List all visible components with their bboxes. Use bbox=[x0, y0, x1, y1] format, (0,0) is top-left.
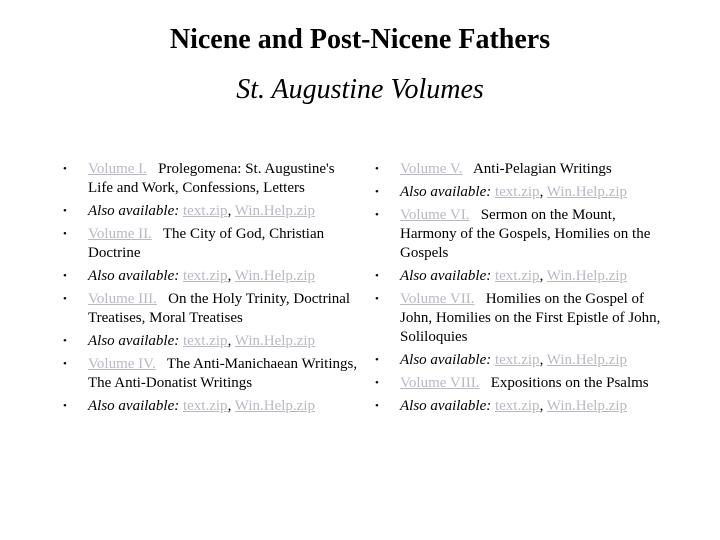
volume-item bbox=[88, 225, 358, 263]
left-volume-list bbox=[88, 160, 358, 420]
volume-description: Prolegomena: St. Augustine's Life and Work, Confessions, Letters bbox=[88, 161, 335, 196]
volume-link[interactable]: Volume II. bbox=[88, 226, 152, 242]
download-item bbox=[400, 267, 670, 286]
volume-description: Expositions on the Psalms bbox=[490, 375, 649, 391]
separator: , bbox=[539, 398, 544, 414]
volume-description: The Anti-Manichaean Writings, The Anti-Donatist Writings bbox=[88, 356, 358, 391]
text-zip-link[interactable]: text.zip bbox=[182, 333, 228, 349]
volume-item bbox=[88, 355, 358, 393]
volume-description: Sermon on the Mount, Harmony of the Gospels, Homilies on the Gospels bbox=[400, 207, 651, 261]
volume-link[interactable]: Volume III. bbox=[88, 291, 157, 307]
volume-link[interactable]: Volume V. bbox=[400, 161, 463, 177]
volume-item bbox=[400, 290, 670, 347]
right-volume-list bbox=[400, 160, 670, 420]
download-item bbox=[400, 183, 670, 202]
download-item bbox=[400, 397, 670, 416]
also-available-label: Also available: bbox=[88, 333, 180, 349]
also-available-label: Also available: bbox=[400, 398, 492, 414]
winhelp-zip-link[interactable]: Win.Help.zip bbox=[546, 268, 628, 284]
also-available-label: Also available: bbox=[400, 352, 492, 368]
winhelp-zip-link[interactable]: Win.Help.zip bbox=[234, 268, 316, 284]
winhelp-zip-link[interactable]: Win.Help.zip bbox=[546, 352, 628, 368]
winhelp-zip-link[interactable]: Win.Help.zip bbox=[546, 398, 628, 414]
text-zip-link[interactable]: text.zip bbox=[182, 203, 228, 219]
download-item bbox=[88, 397, 358, 416]
also-available-label: Also available: bbox=[88, 398, 180, 414]
download-item bbox=[400, 351, 670, 370]
text-zip-link[interactable]: text.zip bbox=[494, 184, 540, 200]
separator: , bbox=[227, 333, 232, 349]
volume-item bbox=[88, 290, 358, 328]
volume-description: On the Holy Trinity, Doctrinal Treatises, Moral Treatises bbox=[88, 291, 351, 326]
download-item bbox=[88, 267, 358, 286]
winhelp-zip-link[interactable]: Win.Help.zip bbox=[546, 184, 628, 200]
separator: , bbox=[539, 268, 544, 284]
volume-description: Homilies on the Gospel of John, Homilies on the First Epistle of John, Soliloquies bbox=[400, 291, 661, 345]
volume-item bbox=[88, 160, 358, 198]
volume-link[interactable]: Volume IV. bbox=[88, 356, 156, 372]
download-item bbox=[88, 202, 358, 221]
separator: , bbox=[539, 184, 544, 200]
text-zip-link[interactable]: text.zip bbox=[494, 268, 540, 284]
page-subtitle: St. Augustine Volumes bbox=[236, 74, 484, 105]
page-title: Nicene and Post-Nicene Fathers bbox=[169, 24, 551, 55]
volume-link[interactable]: Volume VI. bbox=[400, 207, 470, 223]
volume-description: The City of God, Christian Doctrine bbox=[88, 226, 325, 261]
text-zip-link[interactable]: text.zip bbox=[182, 398, 228, 414]
volume-item bbox=[400, 206, 670, 263]
also-available-label: Also available: bbox=[88, 268, 180, 284]
winhelp-zip-link[interactable]: Win.Help.zip bbox=[234, 333, 316, 349]
also-available-label: Also available: bbox=[400, 184, 492, 200]
separator: , bbox=[227, 268, 232, 284]
separator: , bbox=[227, 398, 232, 414]
text-zip-link[interactable]: text.zip bbox=[182, 268, 228, 284]
separator: , bbox=[227, 203, 232, 219]
also-available-label: Also available: bbox=[400, 268, 492, 284]
also-available-label: Also available: bbox=[88, 203, 180, 219]
download-item bbox=[88, 332, 358, 351]
text-zip-link[interactable]: text.zip bbox=[494, 352, 540, 368]
volume-link[interactable]: Volume VIII. bbox=[400, 375, 480, 391]
winhelp-zip-link[interactable]: Win.Help.zip bbox=[234, 398, 316, 414]
text-zip-link[interactable]: text.zip bbox=[494, 398, 540, 414]
winhelp-zip-link[interactable]: Win.Help.zip bbox=[234, 203, 316, 219]
volume-link[interactable]: Volume VII. bbox=[400, 291, 475, 307]
volume-item bbox=[400, 160, 670, 179]
volume-link[interactable]: Volume I. bbox=[88, 161, 147, 177]
volume-description: Anti-Pelagian Writings bbox=[472, 161, 612, 177]
volume-item bbox=[400, 374, 670, 393]
separator: , bbox=[539, 352, 544, 368]
